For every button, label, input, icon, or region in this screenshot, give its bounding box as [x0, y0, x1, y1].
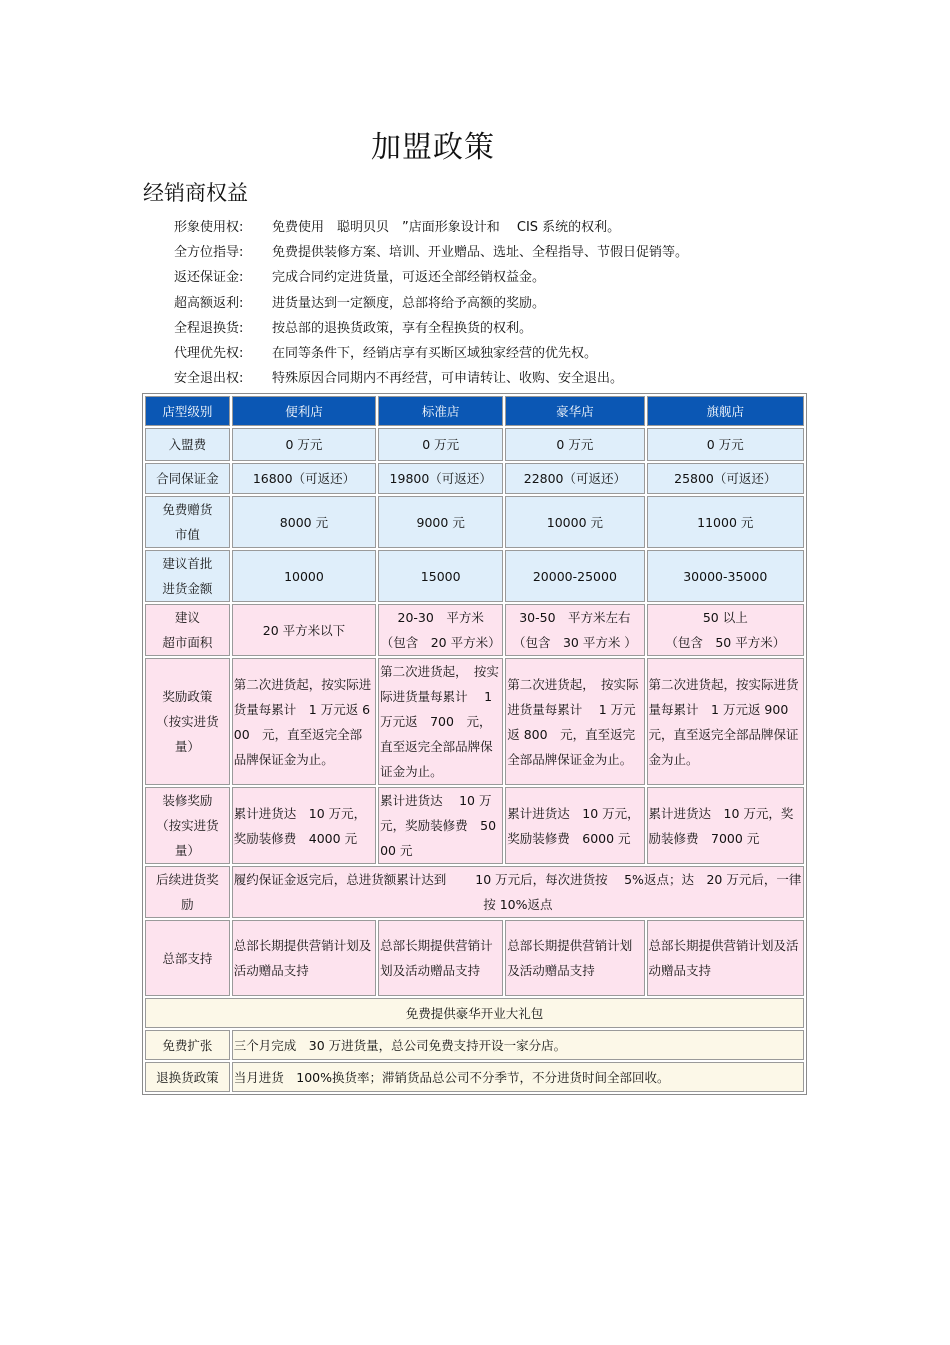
- table-cell: 累计进货达 10 万元，奖励装修费 7000 元: [647, 787, 804, 864]
- page-title: 加盟政策: [371, 130, 495, 165]
- table-cell: 总部长期提供营销计划及活动赠品支持: [505, 920, 644, 996]
- header-cell: 标准店: [378, 396, 503, 426]
- table-row: [145, 787, 804, 864]
- section-heading: 经销商权益: [143, 181, 248, 205]
- table-row: [145, 1030, 804, 1060]
- row-label-line: 后续进货奖: [156, 872, 219, 887]
- row-label-line: （按实进货: [156, 714, 219, 729]
- table-cell: 25800（可返还）: [647, 463, 804, 494]
- table-row: [145, 428, 804, 461]
- table-cell: 22800（可返还）: [505, 463, 644, 494]
- rights-item-label: 超高额返利:: [174, 295, 244, 311]
- cell-line: 20-30 平方米: [397, 610, 484, 625]
- cell-line: （包含 50 平方米）: [665, 635, 786, 650]
- table-cell: [378, 604, 503, 656]
- row-label: [145, 604, 230, 656]
- rights-item-label: 代理优先权:: [174, 345, 244, 361]
- table-row: [145, 550, 804, 602]
- row-label: 合同保证金: [145, 463, 230, 494]
- table-row: [145, 1062, 804, 1092]
- rights-item-desc: 完成合同约定进货量，可返还全部经销权益金。: [272, 270, 546, 286]
- table-cell: 第二次进货起， 按实际进货量每累计 1 万元返 700 元，直至返完全部品牌保证金为止。: [378, 658, 503, 785]
- rights-list: [174, 215, 688, 391]
- rights-item-label: 返还保证金:: [174, 270, 244, 286]
- table-cell: [232, 866, 804, 918]
- header-cell: 旗舰店: [647, 396, 804, 426]
- table-cell: 8000 元: [232, 496, 376, 548]
- row-label-line: 免费赠货: [162, 502, 213, 517]
- table-cell: 三个月完成 30 万进货量，总公司免费支持开设一家分店。: [232, 1030, 804, 1060]
- cell-line: （包含 20 平方米）: [380, 635, 501, 650]
- table-cell: 累计进货达 10 万元，奖励装修费 6000 元: [505, 787, 644, 864]
- rights-item: [174, 215, 688, 240]
- table-row: [145, 920, 804, 996]
- rights-item-label: 形象使用权:: [174, 220, 244, 235]
- rights-item: [174, 316, 688, 341]
- table-cell: 累计进货达 10 万元，奖励装修费 4000 元: [232, 787, 376, 864]
- row-label-line: 建议: [174, 610, 200, 625]
- cell-line: 30-50 平方米左右: [519, 610, 631, 625]
- row-label: 免费扩张: [145, 1030, 230, 1060]
- rights-item-desc: 按总部的退换货政策，享有全程换货的权利。: [272, 320, 533, 336]
- table-cell: 0 万元: [378, 428, 503, 461]
- rights-item-desc: 免费提供装修方案、培训、开业赠品、选址、全程指导、节假日促销等。: [272, 245, 689, 261]
- row-label-line: 进货金额: [162, 581, 213, 596]
- rights-item-label: 全方位指导:: [174, 245, 244, 261]
- table-row: [145, 658, 804, 785]
- rights-item-label: 安全退出权:: [174, 371, 244, 387]
- table-cell: 9000 元: [378, 496, 503, 548]
- table-row: [145, 463, 804, 494]
- table-cell: 20000-25000: [505, 550, 644, 602]
- rights-item-desc: 免费使用 聪明贝贝 ”店面形象设计和 CIS 系统的权利。: [272, 220, 621, 235]
- table-cell: [505, 604, 644, 656]
- cell-line: 50 以上: [702, 610, 748, 625]
- table-cell: 30000-35000: [647, 550, 804, 602]
- table-row: [145, 866, 804, 918]
- table-cell: 当月进货 100%换货率；滞销货品总公司不分季节，不分进货时间全部回收。: [232, 1062, 804, 1092]
- row-label-line: 量）: [174, 739, 200, 754]
- table-cell: 第二次进货起，按实际进货量每累计 1 万元返 600 元，直至返完全部品牌保证金为止。: [232, 658, 376, 785]
- rights-item-desc: 进货量达到一定额度，总部将给予高额的奖励。: [272, 295, 546, 311]
- table-cell: 累计进货达 10 万元，奖励装修费 5000 元: [378, 787, 503, 864]
- row-label-line: 超市面积: [162, 635, 213, 650]
- rights-item-desc: 在同等条件下，经销店享有买断区域独家经营的优先权。: [272, 345, 598, 361]
- header-cell: 店型级别: [145, 396, 230, 426]
- row-label-line: 装修奖励: [162, 793, 213, 808]
- table-cell: 0 万元: [505, 428, 644, 461]
- table-cell: 0 万元: [647, 428, 804, 461]
- row-label: [145, 787, 230, 864]
- row-label-line: 市值: [174, 527, 200, 542]
- policy-table: [142, 393, 807, 1095]
- table-row: [145, 604, 804, 656]
- rights-item-label: 全程退换货:: [174, 320, 244, 336]
- rights-item: [174, 265, 688, 290]
- header-cell: 豪华店: [505, 396, 644, 426]
- table-cell: 总部长期提供营销计划及活动赠品支持: [232, 920, 376, 996]
- table-cell: 总部长期提供营销计划及活动赠品支持: [378, 920, 503, 996]
- cell-line: 按 10%返点: [483, 897, 553, 912]
- row-label: [145, 658, 230, 785]
- header-cell: 便利店: [232, 396, 376, 426]
- table-cell: 10000 元: [505, 496, 644, 548]
- table-row: [145, 496, 804, 548]
- row-label: [145, 866, 230, 918]
- table-cell: 15000: [378, 550, 503, 602]
- row-label-line: 奖励政策: [162, 689, 213, 704]
- rights-item: [174, 341, 688, 366]
- row-label: [145, 496, 230, 548]
- row-label-line: （按实进货: [156, 818, 219, 833]
- table-cell: 第二次进货起， 按实际进货量每累计 1 万元返 800 元，直至返完全部品牌保证金为止。: [505, 658, 644, 785]
- table-cell: 第二次进货起，按实际进货量每累计 1 万元返 900 元，直至返完全部品牌保证金为止。: [647, 658, 804, 785]
- row-label: 退换货政策: [145, 1062, 230, 1092]
- row-label: [145, 550, 230, 602]
- table-cell: 总部长期提供营销计划及活动赠品支持: [647, 920, 804, 996]
- rights-item-desc: 特殊原因合同期内不再经营，可申请转让、收购、安全退出。: [272, 371, 624, 387]
- table-cell: 19800（可返还）: [378, 463, 503, 494]
- row-label-line: 量）: [174, 843, 200, 858]
- cell-line: 履约保证金返完后，总进货额累计达到 10 万元后，每次进货按 5%返点；达 20 万元后，一律: [233, 872, 802, 887]
- rights-item: [174, 240, 688, 265]
- cell-line: （包含 30 平方米 ）: [512, 635, 637, 650]
- table-header-row: [145, 396, 804, 426]
- table-cell: 0 万元: [232, 428, 376, 461]
- table-cell: 10000: [232, 550, 376, 602]
- table-cell: [232, 604, 376, 656]
- table-cell: [647, 604, 804, 656]
- table-cell: 11000 元: [647, 496, 804, 548]
- row-label-line: 励: [181, 897, 194, 912]
- row-label-line: 建议首批: [162, 556, 213, 571]
- cell-line: 20 平方米以下: [262, 622, 346, 638]
- rights-item: [174, 366, 688, 391]
- rights-item: [174, 291, 688, 316]
- row-label: 总部支持: [145, 920, 230, 996]
- row-label: 入盟费: [145, 428, 230, 461]
- gift-pack-cell: 免费提供豪华开业大礼包: [145, 998, 804, 1028]
- table-cell: 16800（可返还）: [232, 463, 376, 494]
- table-row: [145, 998, 804, 1028]
